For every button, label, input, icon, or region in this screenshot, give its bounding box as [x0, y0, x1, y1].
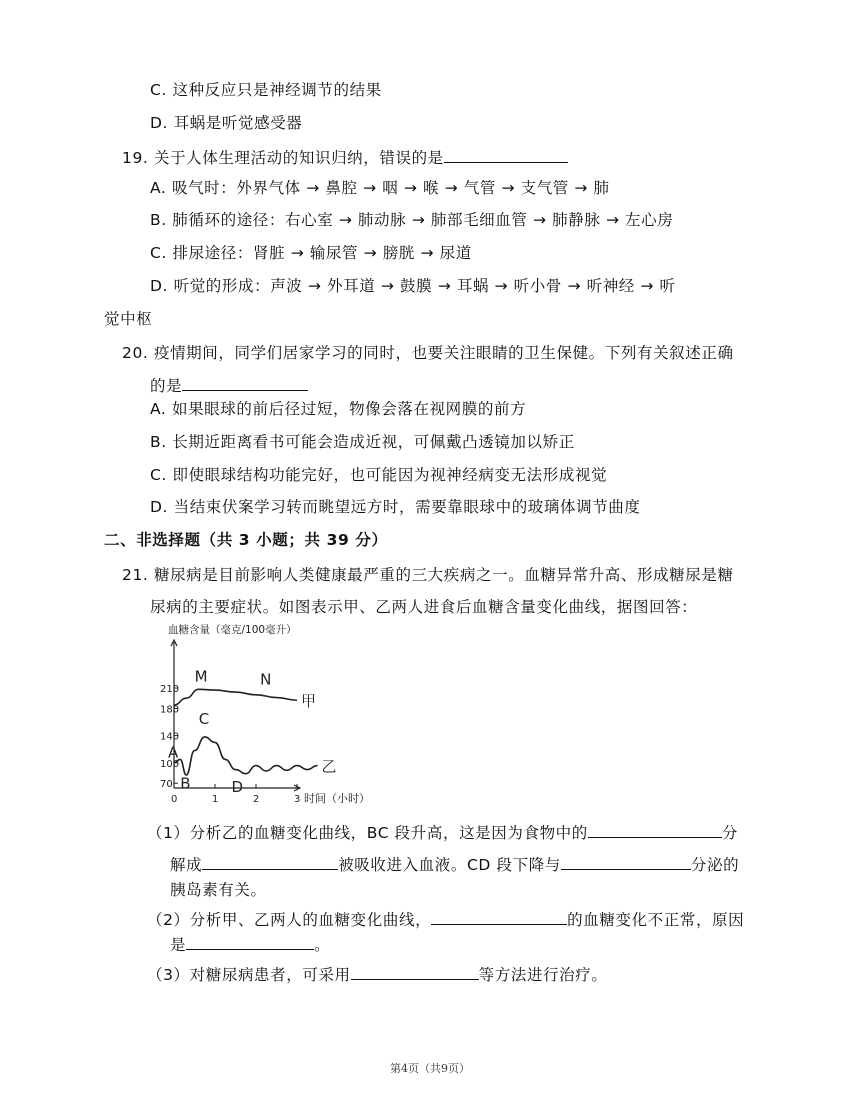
q20-stem-text: 的是 [150, 377, 183, 395]
point-label-M: M [194, 667, 208, 686]
q21-part2 [147, 908, 744, 930]
q21-part1-cont [170, 853, 739, 875]
y-tick-label: 70 [160, 779, 173, 791]
answer-blank [202, 853, 338, 870]
x-tick-label: 0 [171, 794, 178, 805]
q21-part3 [147, 963, 607, 985]
y-axis-label: 血糖含量（毫克/100毫升） [168, 624, 297, 636]
chart-curves [174, 689, 337, 775]
answer-blank [351, 963, 479, 980]
q21-part2-cont [170, 933, 330, 955]
series-name-0: 甲 [301, 692, 317, 711]
point-label-D: D [231, 777, 244, 796]
y-tick-label: 210 [160, 684, 180, 695]
q21-part2-text-b: 的血糖变化不正常，原因 [567, 911, 745, 929]
x-axis-label: 时间（小时） [304, 792, 370, 805]
series-line-1 [174, 737, 318, 775]
y-tick-label: 180 [160, 704, 180, 716]
q18-option-c: C. 这种反应只是神经调节的结果 [150, 81, 382, 99]
q20-option-b: B. 长期近距离看书可能会造成近视，可佩戴凸透镜加以矫正 [150, 433, 575, 451]
y-tick-label: 100 [160, 758, 180, 770]
q21-part2-text-d: 。 [314, 936, 331, 954]
q19-option-c: C. 排尿途径：肾脏 → 输尿管 → 膀胱 → 尿道 [150, 244, 472, 262]
q19-option-d-cont: 觉中枢 [104, 310, 153, 328]
x-tick-label: 3 [294, 794, 301, 805]
y-tick-label: 140 [160, 731, 180, 743]
q20-option-a: A. 如果眼球的前后径过短，物像会落在视网膜的前方 [150, 400, 527, 418]
q20-stem: 20. 疫情期间，同学们居家学习的同时，也要关注眼睛的卫生保健。下列有关叙述正确 [122, 344, 734, 362]
q20-stem-cont [150, 374, 308, 396]
y-ticks [160, 684, 179, 790]
q21-part3-text-b: 等方法进行治疗。 [478, 966, 608, 984]
blood-glucose-chart [160, 618, 390, 808]
answer-blank [182, 374, 308, 391]
q19-option-b: B. 肺循环的途径：右心室 → 肺动脉 → 肺部毛细血管 → 肺静脉 → 左心房 [150, 211, 674, 229]
q21-part2-text-c: 是 [170, 936, 187, 954]
q20-option-c: C. 即使眼球结构功能完好，也可能因为视神经病变无法形成视觉 [150, 466, 608, 484]
chart-axes [171, 640, 300, 791]
page-footer: 第4页（共9页） [390, 1062, 470, 1075]
x-tick-label: 2 [253, 794, 260, 805]
q21-part1 [147, 821, 738, 843]
answer-blank [588, 821, 722, 838]
point-label-N: N [260, 670, 272, 689]
q19-stem-text: 19. 关于人体生理活动的知识归纳，错误的是 [122, 149, 444, 167]
q21-stem: 21. 糖尿病是目前影响人类健康最严重的三大疾病之一。血糖异常升高、形成糖尿是糖 [122, 566, 734, 584]
answer-blank [561, 853, 691, 870]
point-label-A: A [168, 743, 179, 762]
x-tick-label: 1 [212, 794, 219, 805]
answer-blank [431, 908, 567, 925]
q21-part2-text: （2）分析甲、乙两人的血糖变化曲线， [147, 911, 432, 929]
q19-option-d: D. 听觉的形成：声波 → 外耳道 → 鼓膜 → 耳蜗 → 听小骨 → 听神经 → 听 [150, 277, 676, 295]
point-labels [168, 667, 271, 796]
q21-part1-text-d: 被吸收进入血液。CD 段下降与 [338, 856, 561, 874]
point-label-B: B [180, 774, 191, 793]
q21-part1-text-e: 分泌的 [690, 856, 740, 874]
q21-part3-text: （3）对糖尿病患者，可采用 [147, 966, 351, 984]
q18-option-d: D. 耳蜗是听觉感受器 [150, 114, 303, 132]
series-name-1: 乙 [321, 757, 337, 776]
q21-part1-text-c: 解成 [170, 856, 203, 874]
q21-part1-cont2: 胰岛素有关。 [170, 881, 267, 899]
q21-part1-text-b: 分 [721, 824, 738, 842]
q19-option-a: A. 吸气时：外界气体 → 鼻腔 → 咽 → 喉 → 气管 → 支气管 → 肺 [150, 179, 610, 197]
series-line-0 [174, 689, 297, 705]
answer-blank [186, 933, 314, 950]
section-heading: 二、非选择题（共 3 小题；共 39 分） [104, 531, 388, 549]
q20-option-d: D. 当结束伏案学习转而眺望远方时，需要靠眼球中的玻璃体调节曲度 [150, 498, 641, 516]
answer-blank [444, 146, 568, 163]
q21-part1-text: （1）分析乙的血糖变化曲线，BC 段升高，这是因为食物中的 [147, 824, 588, 842]
q21-stem-cont: 尿病的主要症状。如图表示甲、乙两人进食后血糖含量变化曲线，据图回答： [150, 598, 698, 616]
q19-stem [122, 146, 568, 168]
point-label-C: C [198, 710, 210, 729]
